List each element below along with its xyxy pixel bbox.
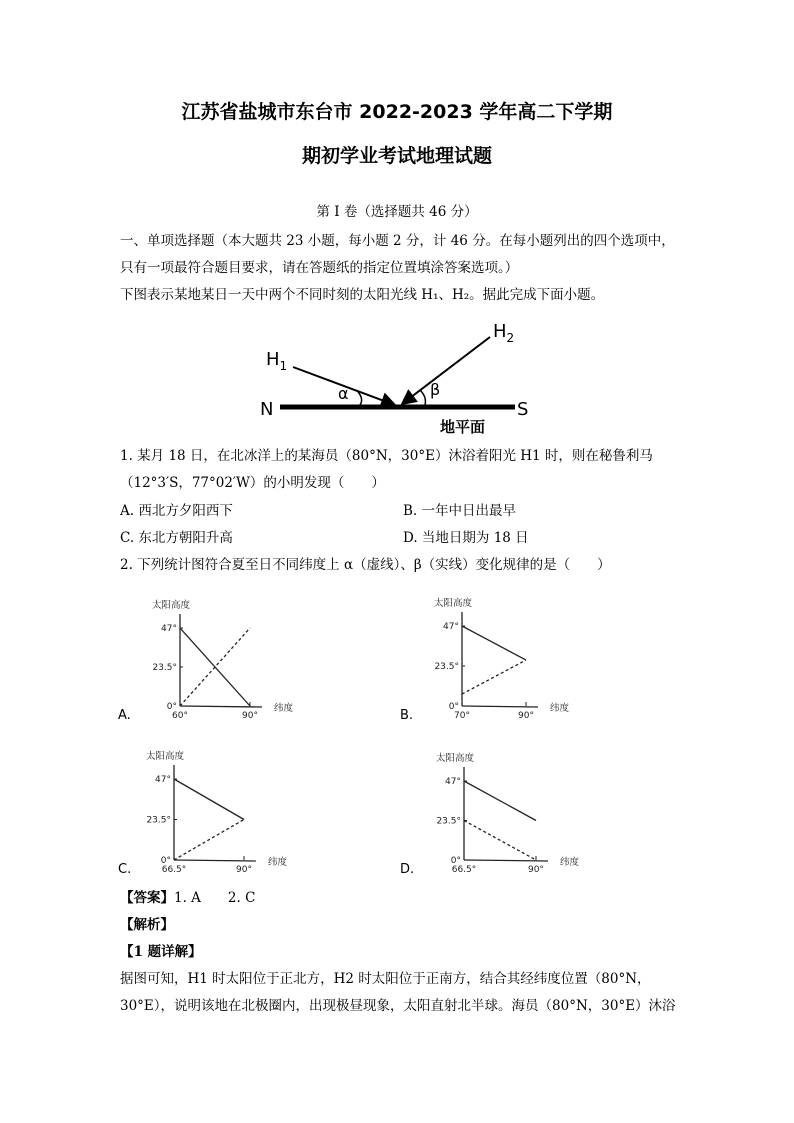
y-tick-label: 0° (166, 702, 177, 712)
option-letter: B. (400, 708, 414, 723)
x-tick-label: 90° (236, 865, 252, 875)
series-beta-solid (462, 626, 526, 660)
angle-beta-arc (420, 390, 425, 405)
detail1-line1: 据图可知，H1 时太阳位于正北方，H2 时太阳位于正南方，结合其经纬度位置（80°N， (120, 971, 651, 987)
diagram-intro: 下图表示某地某日一天中两个不同时刻的太阳光线 H₁、H₂。据此完成下面小题。 (120, 287, 605, 303)
y-axis-title: 太阳高度 (434, 598, 473, 609)
label-h1: $H_1$ (266, 349, 288, 373)
instructions-line1: 一、单项选择题（本大题共 23 小题，每小题 2 分，计 46 分。在每小题列出的四个选项中， (120, 233, 675, 249)
chart-c (118, 733, 318, 881)
series-beta-solid (174, 779, 244, 820)
q1-option-c: C. 东北方朝阳升高 (120, 530, 233, 546)
chart-d (400, 733, 600, 881)
page-title-line1: 江苏省盐城市东台市 2022-2023 学年高二下学期 (181, 101, 613, 123)
x-tick-label: 90° (242, 711, 258, 721)
detail1-label: 【1 题详解】 (120, 944, 202, 960)
instructions-line2: 只有一项最符合题目要求，请在答题纸的指定位置填涂答案选项。） (120, 260, 519, 276)
y-axis-title: 太阳高度 (436, 753, 475, 764)
y-tick-label: 47° (443, 622, 459, 632)
label-n: N (260, 399, 274, 420)
angle-alpha-arc (358, 392, 362, 405)
q1-option-d: D. 当地日期为 18 日 (403, 530, 529, 546)
x-axis-title: 纬度 (560, 857, 580, 868)
q1-option-a: A. 西北方夕阳西下 (120, 503, 233, 519)
y-tick-label: 0° (448, 702, 459, 712)
chart-b (400, 582, 600, 727)
y-tick-label: 23.5° (152, 663, 177, 673)
x-tick-label: 60° (172, 711, 188, 721)
option-letter: A. (118, 708, 131, 723)
label-s: S (517, 399, 529, 420)
x-tick-label: 90° (528, 865, 544, 875)
series-alpha-dashed (462, 660, 526, 694)
q1-stem-line1: 1. 某月 18 日，在北冰洋上的某海员（80°N，30°E）沐浴着阳光 H1 时，则在秘鲁利马 (120, 448, 653, 464)
series-beta-solid (464, 781, 536, 821)
label-beta: β (430, 380, 441, 399)
label-ground: 地平面 (440, 418, 486, 436)
x-tick-label: 90° (518, 711, 534, 721)
ray-h2 (402, 337, 490, 404)
detail1-line2: 30°E），说明该地在北极圈内，出现极昼现象，太阳直射北半球。海员（80°N，30°E）沐浴 (120, 998, 676, 1014)
y-tick-label: 47° (161, 624, 177, 634)
y-tick-label: 0° (450, 856, 461, 866)
y-tick-label: 23.5° (436, 816, 461, 827)
y-tick-label: 23.5° (434, 662, 459, 672)
section-heading: 第 I 卷（选择题共 46 分） (316, 204, 478, 220)
label-alpha: α (338, 384, 349, 403)
q1-stem-line2: （12°3′S，77°02′W）的小明发现（ ） (120, 475, 385, 491)
answer-line (120, 889, 255, 907)
y-axis-title: 太阳高度 (146, 751, 185, 762)
x-axis (464, 860, 548, 861)
answer-label: 【答案】 (120, 890, 174, 906)
y-tick-label: 23.5° (146, 815, 171, 826)
analysis-label: 【解析】 (120, 917, 174, 933)
x-axis (174, 860, 256, 861)
x-axis-title: 纬度 (550, 703, 570, 714)
sunlight-diagram (250, 315, 550, 440)
series-alpha-dashed (464, 821, 536, 861)
x-axis (462, 706, 538, 707)
y-tick-label: 47° (155, 775, 171, 785)
option-letter: C. (118, 862, 132, 877)
page-title-line2: 期初学业考试地理试题 (301, 145, 492, 167)
y-tick-label: 0° (160, 856, 171, 866)
label-h2: $H_2$ (493, 321, 515, 345)
y-axis-title: 太阳高度 (152, 600, 191, 611)
x-tick-label: 66.5° (451, 865, 477, 875)
chart-a (118, 582, 318, 727)
q1-option-b: B. 一年中日出最早 (403, 503, 517, 519)
series-alpha-dashed (174, 820, 244, 861)
q2-stem: 2. 下列统计图符合夏至日不同纬度上 α（虚线）、β（实线）变化规律的是（ ） (120, 557, 611, 573)
x-tick-label: 66.5° (161, 865, 187, 875)
answer-value: 1. A 2. C (174, 890, 256, 906)
option-letter: D. (400, 862, 415, 877)
x-axis-title: 纬度 (274, 703, 294, 714)
y-tick-label: 47° (445, 777, 461, 787)
x-tick-label: 70° (454, 711, 470, 721)
x-axis-title: 纬度 (268, 857, 288, 868)
